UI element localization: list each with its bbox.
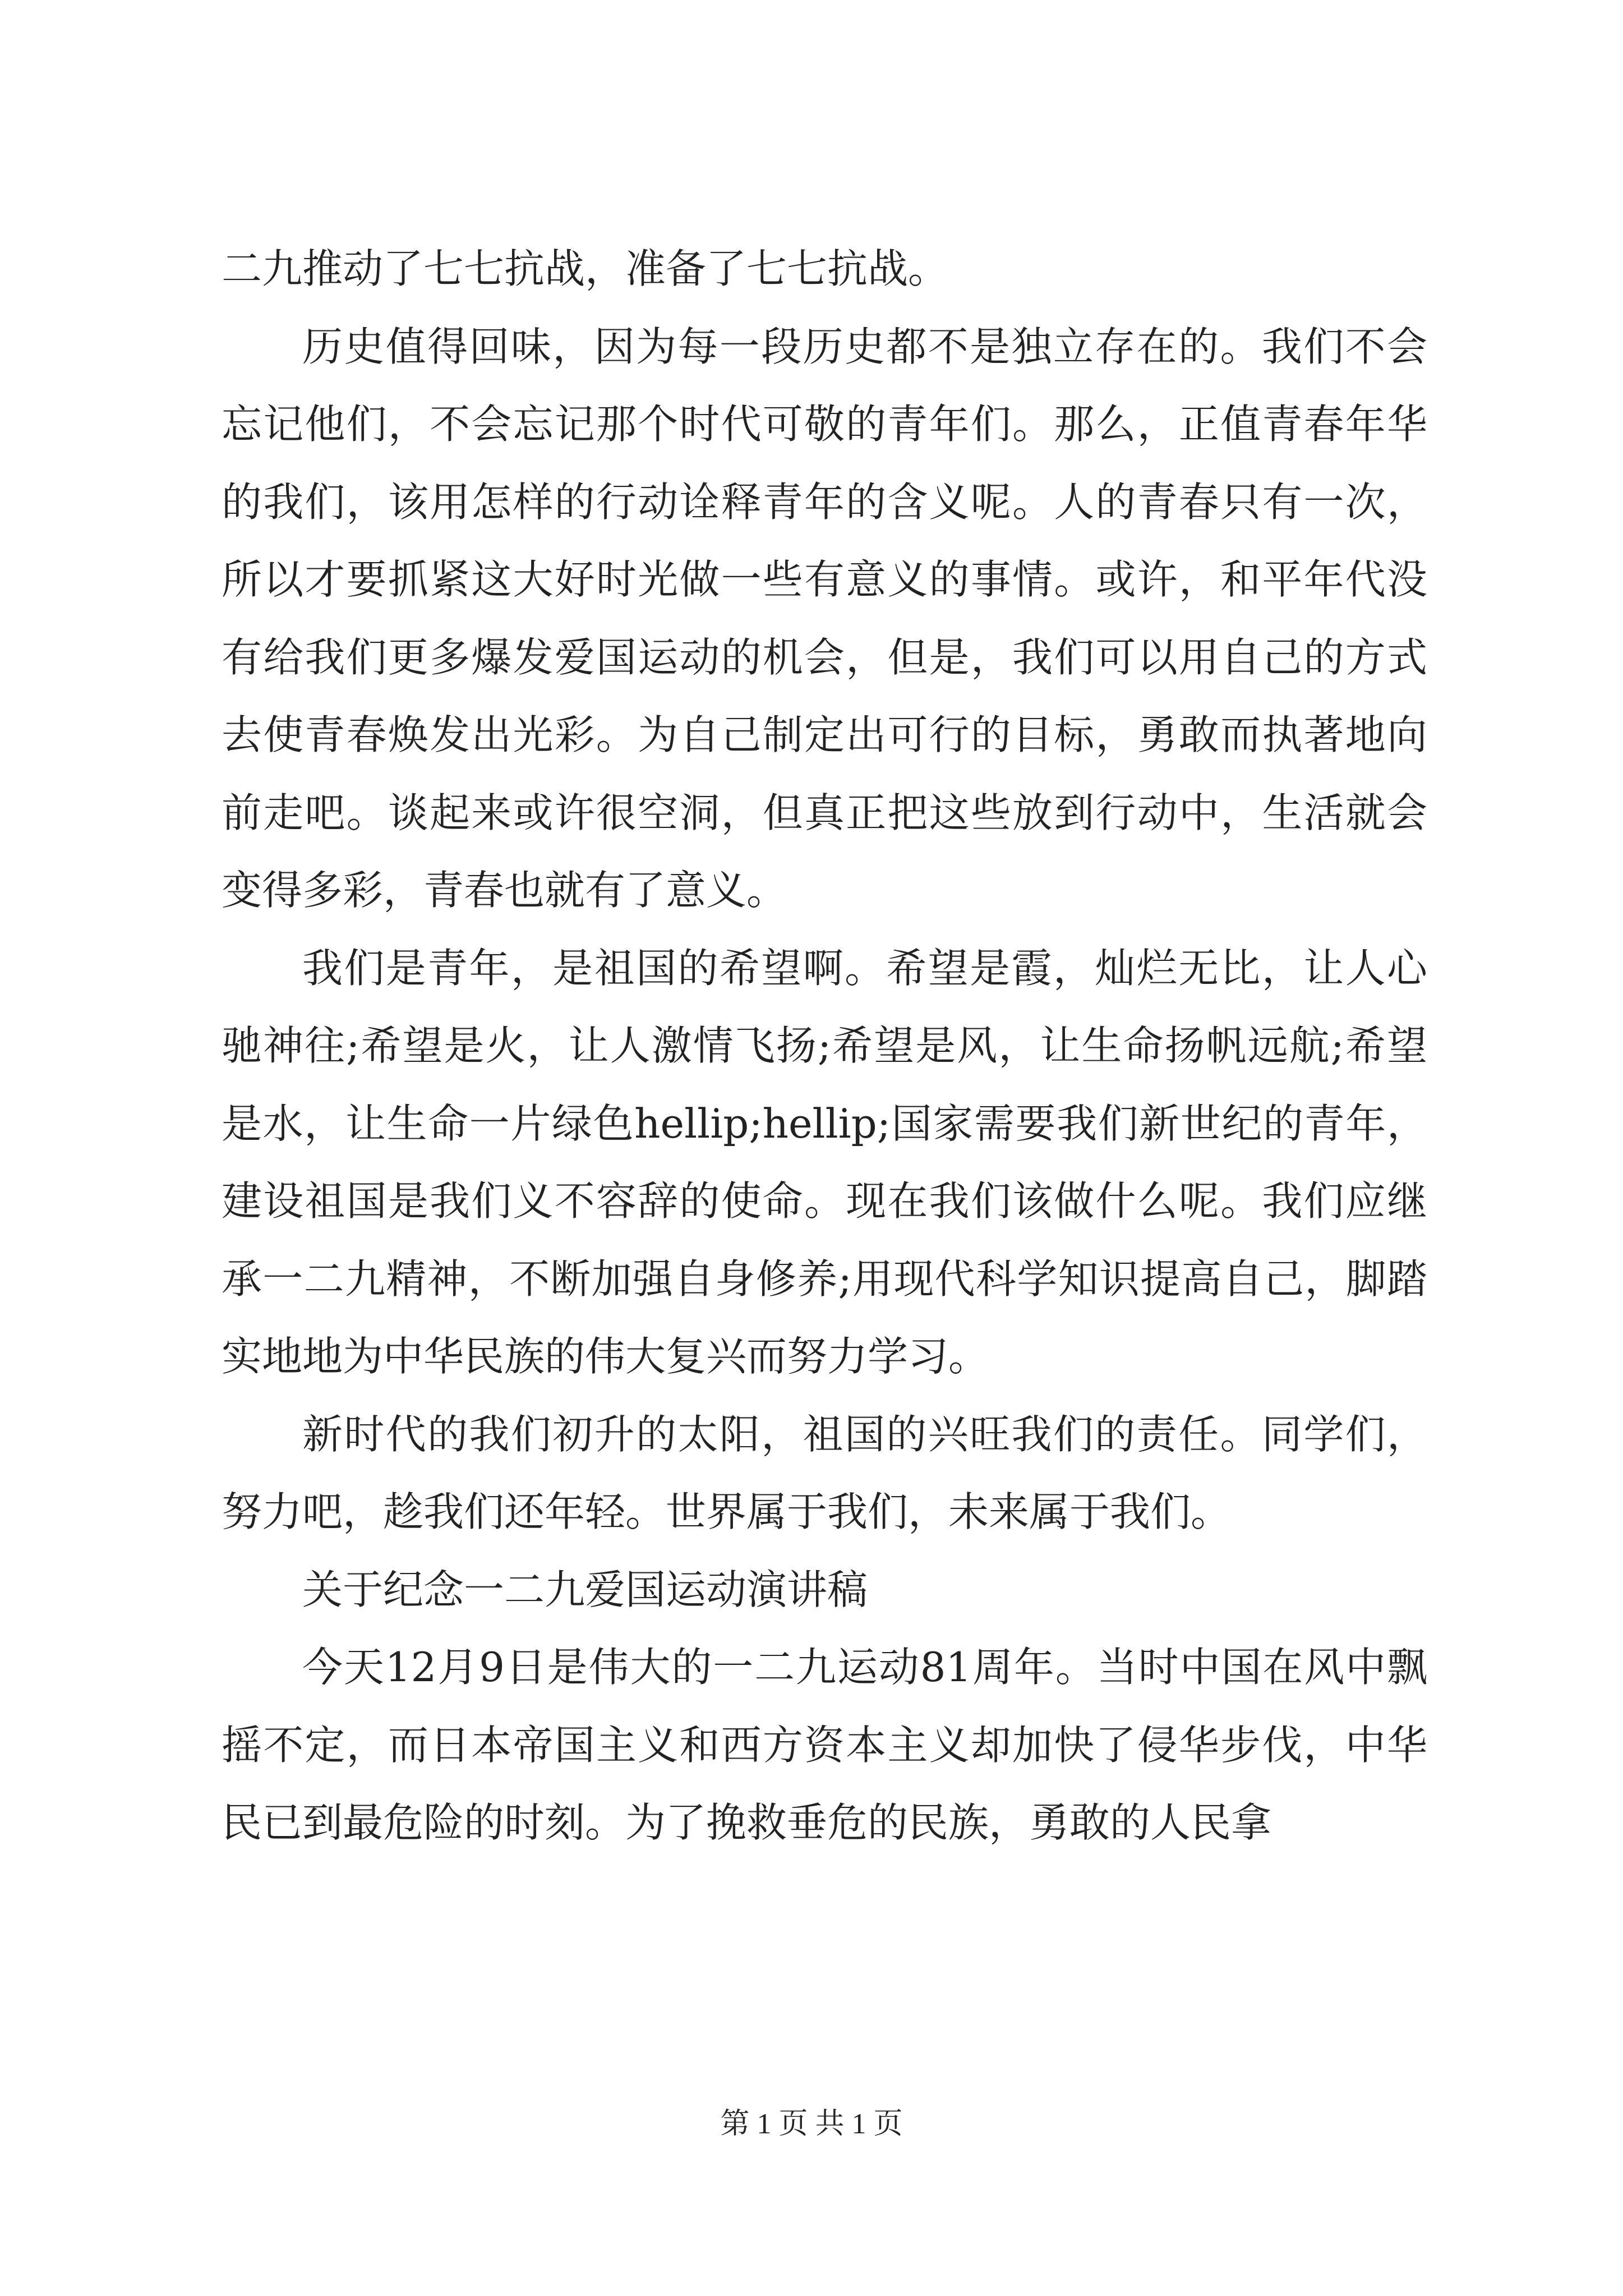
paragraph: 今天12月9日是伟大的一二九运动81周年。当时中国在风中飘摇不定，而日本帝国主义和西方资本主义却加快了侵华步伐，中华民已到最危险的时刻。为了挽救垂危的民族，勇敢的人民拿: [222, 1644, 1427, 1846]
document-body: [222, 230, 1427, 1862]
page-footer: 第 1 页 共 1 页: [720, 2108, 903, 2140]
paragraph: 历史值得回味，因为每一段历史都不是独立存在的。我们不会忘记他们，不会忘记那个时代可敬的青年们。那么，正值青春年华的我们，该用怎样的行动诠释青年的含义呢。人的青春只有一次，所以才要抓紧这大好时光做一些有意义的事情。或许，和平年代没有给我们更多爆发爱国运动的机会，但是，我们可以用自己的方式去使青春焕发出光彩。为自己制定出可行的目标，勇敢而执著地向前走吧。谈起来或许很空洞，但真正把这些放到行动中，生活就会变得多彩，青春也就有了意义。: [222, 323, 1427, 914]
paragraph: 新时代的我们初升的太阳，祖国的兴旺我们的责任。同学们，努力吧，趁我们还年轻。世界属于我们，未来属于我们。: [222, 1410, 1427, 1535]
paragraph: 二九推动了七七抗战，准备了七七抗战。: [222, 245, 949, 292]
section-heading: 关于纪念一二九爱国运动演讲稿: [302, 1566, 868, 1613]
paragraph: 我们是青年，是祖国的希望啊。希望是霞，灿烂无比，让人心驰神往;希望是火，让人激情飞扬;希望是风，让生命扬帆远航;希望是水，让生命一片绿色hellip;hellip;国家需要我们新世纪的青年，建设祖国是我们义不容辞的使命。现在我们该做什么呢。我们应继承一二九精神，不断加强自身修养;用现代科学知识提高自己，脚踏实地地为中华民族的伟大复兴而努力学习。: [222, 944, 1427, 1380]
